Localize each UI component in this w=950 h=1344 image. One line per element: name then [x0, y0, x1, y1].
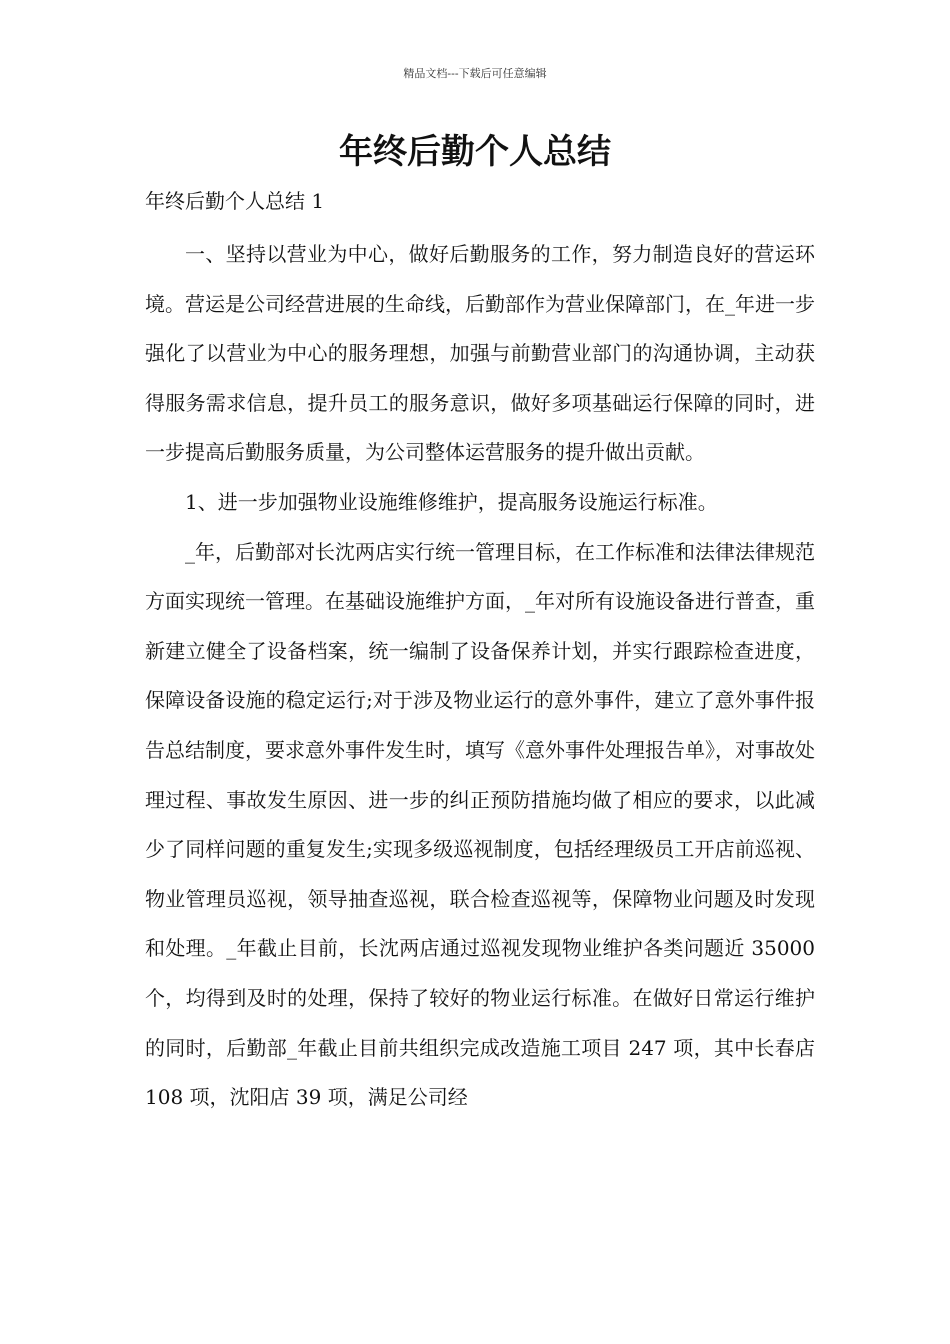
paragraph-3: _年，后勤部对长沈两店实行统一管理目标，在工作标准和法律法律规范方面实现统一管理。在基础设施维护方面，_年对所有设施设备进行普查，重新建立健全了设备档案，统一编制了设备保养计划，并实行跟踪检查进度，保障设备设施的稳定运行;对于涉及物业运行的意外事件，建立了意外事件报告总结制度，要求意外事件发生时，填写《意外事件处理报告单》，对事故处理过程、事故发生原因、进一步的纠正预防措施均做了相应的要求，以此减少了同样问题的重复发生;实现多级巡视制度，包括经理级员工开店前巡视、物业管理员巡视，领导抽查巡视，联合检查巡视等，保障物业问题及时发现和处理。_年截止目前，长沈两店通过巡视发现物业维护各类问题近 35000 个，均得到及时的处理，保持了较好的物业运行标准。在做好日常运行维护的同时，后勤部_年截止目前共组织完成改造施工项目 247 项，其中长春店 108 项，沈阳店 39 项，满足公司经 — [145, 539, 815, 1110]
document-title: 年终后勤个人总结 — [339, 132, 611, 172]
section-subtitle: 年终后勤个人总结 1 — [145, 189, 325, 213]
paragraph-1: 一、坚持以营业为中心，做好后勤服务的工作，努力制造良好的营运环境。营运是公司经营进展的生命线，后勤部作为营业保障部门，在_年进一步强化了以营业为中心的服务理想，加强与前勤营业部门的沟通协调，主动获得服务需求信息，提升员工的服务意识，做好多项基础运行保障的同时，进一步提高后勤服务质量，为公司整体运营服务的提升做出贡献。 — [145, 242, 815, 465]
paragraph-2: 1、进一步加强物业设施维修维护，提高服务设施运行标准。 — [185, 489, 718, 514]
header-note: 精品文档---下载后可任意编辑 — [403, 67, 547, 80]
document-body — [145, 230, 815, 1123]
